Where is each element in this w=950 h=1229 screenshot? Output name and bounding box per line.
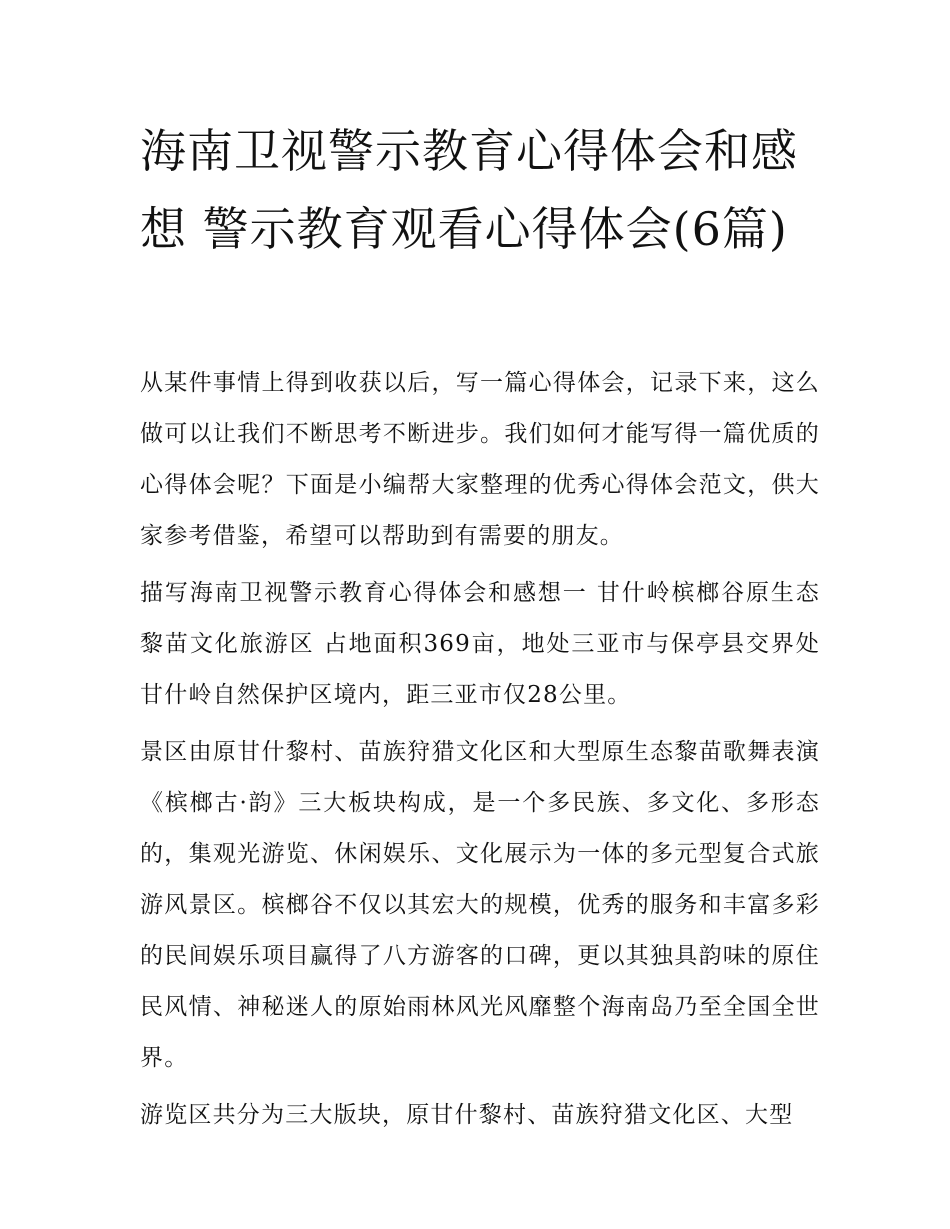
location-paragraph: 描写海南卫视警示教育心得体会和感想一 甘什岭槟榔谷原生态黎苗文化旅游区 占地面积369亩，地处三亚市与保亭县交界处甘什岭自然保护区境内，距三亚市仅28公里。 — [140, 580, 820, 708]
tour-sections-paragraph: 游览区共分为三大版块，原甘什黎村、苗族狩猎文化区、大型 — [140, 1102, 794, 1128]
document-title: 海南卫视警示教育心得体会和感想 警示教育观看心得体会(6篇) — [140, 124, 798, 256]
document-body — [140, 358, 820, 1144]
scenic-area-paragraph: 景区由原甘什黎村、苗族狩猎文化区和大型原生态黎苗歌舞表演《槟榔古·韵》三大板块构成，是一个多民族、多文化、多形态的，集观光游览、休闲娱乐、文化展示为一体的多元型复合式旅游风景区。槟榔谷不仅以其宏大的规模，优秀的服务和丰富多彩的民间娱乐项目赢得了八方游客的口碑，更以其独具韵味的原住民风情、神秘迷人的原始雨林风光风靡整个海南岛乃至全国全世界。 — [140, 739, 820, 1071]
intro-paragraph: 从某件事情上得到收获以后，写一篇心得体会，记录下来，这么做可以让我们不断思考不断进步。我们如何才能写得一篇优质的心得体会呢？下面是小编帮大家整理的优秀心得体会范文，供大家参考借鉴，希望可以帮助到有需要的朋友。 — [140, 370, 820, 549]
